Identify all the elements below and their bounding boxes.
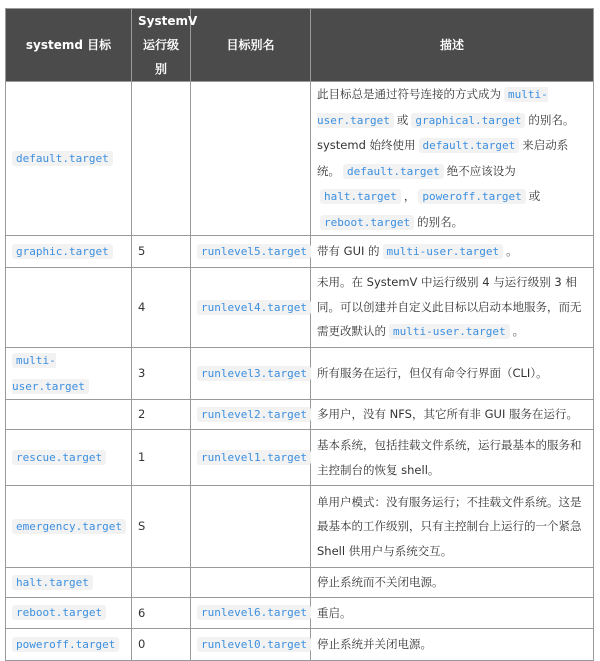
target-alias: runlevel5.target [197, 244, 311, 259]
target-alias-cell [191, 430, 311, 486]
description-cell [311, 82, 594, 236]
runlevel: S [138, 519, 146, 534]
description-text: 。 [512, 324, 525, 339]
table-row [6, 568, 594, 598]
inline-code: halt.target [320, 189, 401, 204]
description-cell [311, 629, 594, 661]
runlevel: 6 [138, 605, 146, 620]
target-alias-cell [191, 486, 311, 568]
target-name-cell [6, 598, 132, 629]
target-name-cell [6, 236, 132, 268]
runlevel: 1 [138, 450, 146, 465]
description-cell [311, 400, 594, 430]
description-text: 。 [506, 243, 518, 258]
runlevel: 3 [138, 366, 146, 381]
table-row [6, 400, 594, 430]
target-name: graphic.target [12, 244, 113, 259]
table-row [6, 82, 594, 236]
target-name-cell [6, 430, 132, 486]
description-text: 带有 GUI 的 [317, 243, 380, 258]
description-text: 基本系统，包括挂载文件系统，运行最基本的服务和主控制台的恢复 shell。 [317, 438, 582, 477]
header-systemd-target: systemd 目标 [6, 9, 132, 82]
runlevel: 5 [138, 244, 146, 259]
description-text: 绝不应该设为 [446, 163, 516, 178]
description-text: ， [403, 189, 416, 203]
description-cell [311, 348, 594, 400]
target-alias: runlevel0.target [197, 637, 311, 652]
description-cell [311, 268, 594, 348]
target-alias: runlevel6.target [197, 605, 311, 620]
description-cell [311, 236, 594, 268]
target-name-cell [6, 629, 132, 661]
runlevel-cell [132, 568, 191, 598]
runlevel-cell [132, 348, 191, 400]
header-systemv-runlevel: SystemV 运行级别 [132, 9, 191, 82]
inline-code: default.target [419, 138, 520, 153]
description-cell [311, 598, 594, 629]
header-description: 描述 [311, 9, 594, 82]
target-name: halt.target [12, 575, 93, 590]
target-name: poweroff.target [12, 637, 119, 652]
description-cell [311, 568, 594, 598]
description-text: 多用户，没有 NFS，其它所有非 GUI 服务在运行。 [317, 407, 578, 422]
runlevel-cell [132, 400, 191, 430]
target-alias-cell [191, 82, 311, 236]
runlevel: 2 [138, 407, 146, 422]
description-text: 的别名。systemd 始终使用 [317, 112, 575, 152]
target-name-cell [6, 568, 132, 598]
target-alias-cell [191, 348, 311, 400]
target-name-cell [6, 400, 132, 430]
description-cell [311, 430, 594, 486]
table-row [6, 486, 594, 568]
target-name: multi-user.target [12, 353, 89, 394]
target-name-cell [6, 82, 132, 236]
target-alias: runlevel1.target [197, 450, 311, 465]
description-text: 此目标总是通过符号连接的方式成为 [317, 87, 501, 101]
table-row [6, 598, 594, 629]
description-text: 重启。 [317, 605, 352, 620]
table-row [6, 236, 594, 268]
inline-code: multi-user.target [383, 244, 504, 259]
table-row [6, 348, 594, 400]
description-text: 的别名。 [417, 214, 464, 229]
target-name-cell [6, 486, 132, 568]
table-row [6, 430, 594, 486]
inline-code: graphical.target [411, 113, 525, 128]
runlevel-cell [132, 430, 191, 486]
runlevel-cell [132, 629, 191, 661]
description-text: 或 [528, 189, 541, 203]
table-row [6, 268, 594, 348]
runlevel-cell [132, 268, 191, 348]
runlevel-cell [132, 236, 191, 268]
target-name: rescue.target [12, 450, 106, 465]
systemd-targets-table [5, 8, 594, 661]
target-name: emergency.target [12, 519, 126, 534]
target-alias-cell [191, 629, 311, 661]
runlevel-cell [132, 486, 191, 568]
target-alias-cell [191, 598, 311, 629]
target-name-cell [6, 348, 132, 400]
target-alias: runlevel4.target [197, 300, 311, 315]
runlevel: 0 [138, 637, 146, 652]
header-target-alias: 目标别名 [191, 9, 311, 82]
target-name-cell [6, 268, 132, 348]
table-row [6, 629, 594, 661]
description-text: 未用。在 SystemV 中运行级别 4 与运行级别 3 相同。可以创建并自定义此目标以启动本地服务，而无需更改默认的 [317, 275, 582, 339]
runlevel-cell [132, 82, 191, 236]
inline-code: multi-user.target [389, 324, 510, 339]
target-name: reboot.target [12, 605, 106, 620]
inline-code: reboot.target [320, 215, 414, 230]
description-text: 来启动系统。 [317, 138, 569, 178]
target-alias-cell [191, 236, 311, 268]
description-cell [311, 486, 594, 568]
description-text: 停止系统并关闭电源。 [317, 637, 432, 652]
description-text: 或 [396, 112, 409, 127]
inline-code: poweroff.target [418, 189, 525, 204]
description-text: 单用户模式：没有服务运行；不挂载文件系统。这是最基本的工作级别，只有主控制台上运行的一个紧急 Shell 供用户与系统交互。 [317, 494, 582, 558]
inline-code: multi-user.target [317, 88, 548, 127]
target-alias-cell [191, 268, 311, 348]
target-name: default.target [12, 151, 113, 166]
description-text: 停止系统而不关闭电源。 [317, 575, 444, 590]
inline-code: default.target [343, 164, 444, 179]
description-text: 所有服务在运行，但仅有命令行界面（CLI）。 [317, 366, 548, 381]
runlevel: 4 [138, 300, 146, 315]
target-alias-cell [191, 400, 311, 430]
target-alias: runlevel3.target [197, 366, 311, 381]
runlevel-cell [132, 598, 191, 629]
target-alias: runlevel2.target [197, 407, 311, 422]
target-alias-cell [191, 568, 311, 598]
header-row [6, 9, 594, 82]
